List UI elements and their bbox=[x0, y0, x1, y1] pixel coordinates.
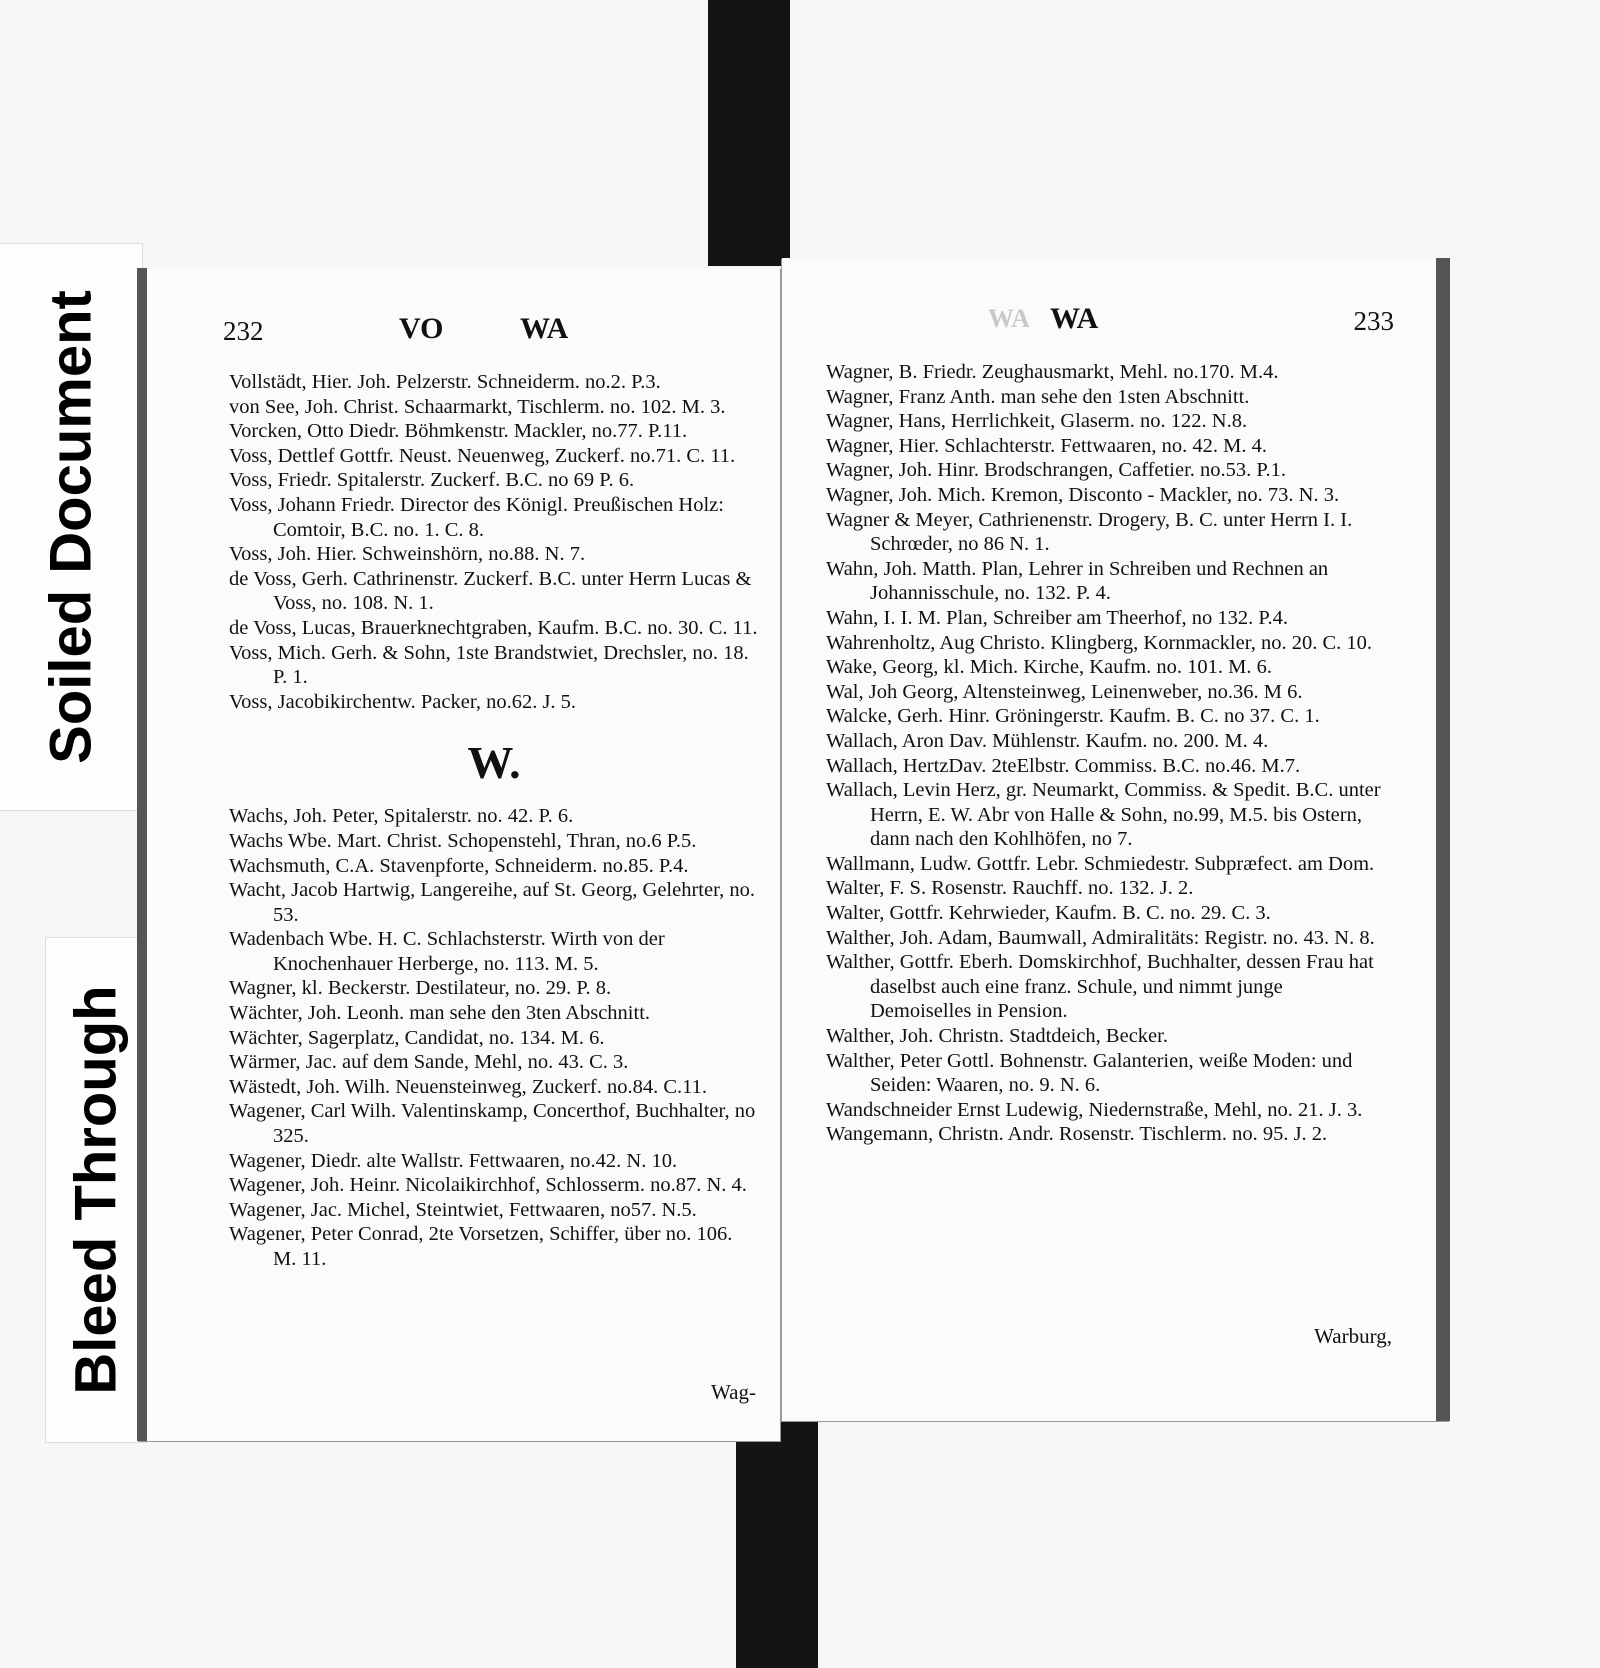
left-column bbox=[229, 370, 759, 1272]
directory-entry: Voss, Friedr. Spitalerstr. Zuckerf. B.C. no 69 P. 6. bbox=[229, 469, 635, 492]
directory-entry: Walcke, Gerh. Hinr. Gröningerstr. Kaufm. B. C. no 37. C. 1. bbox=[826, 705, 1320, 728]
directory-entry: Wagener, Joh. Heinr. Nicolaikirchhof, Schlosserm. no.87. N. 4. bbox=[229, 1174, 747, 1197]
directory-entry: Wachs Wbe. Mart. Christ. Schopenstehl, Thran, no.6 P.5. bbox=[229, 829, 697, 852]
bleed-through-label: Bleed Through bbox=[63, 985, 129, 1395]
right-column bbox=[826, 360, 1386, 1147]
top-binding-strap bbox=[708, 0, 790, 266]
directory-entry: Vollstädt, Hier. Joh. Pelzerstr. Schneiderm. no.2. P.3. bbox=[229, 371, 661, 393]
left-page bbox=[137, 268, 780, 1441]
directory-entry: Walther, Peter Gottl. Bohnenstr. Galanterien, weiße Moden: und Seiden: Waaren, no. 9. N. 6. bbox=[826, 1049, 1353, 1097]
directory-entry: Wal, Joh Georg, Altensteinweg, Leinenweber, no.36. M 6. bbox=[826, 680, 1303, 703]
directory-entry: Wagener, Jac. Michel, Steintwiet, Fettwaaren, no57. N.5. bbox=[229, 1198, 697, 1221]
directory-entry: Wake, Georg, kl. Mich. Kirche, Kaufm. no. 101. M. 6. bbox=[826, 656, 1273, 679]
directory-entry: Vorcken, Otto Diedr. Böhmkenstr. Mackler, no.77. P.11. bbox=[229, 420, 688, 443]
directory-entry: Voss, Joh. Hier. Schweinshörn, no.88. N. 7. bbox=[229, 543, 586, 566]
directory-entry: Wachs, Joh. Peter, Spitalerstr. no. 42. P. 6. bbox=[229, 805, 574, 828]
entries-vo bbox=[229, 370, 759, 714]
directory-entry: de Voss, Lucas, Brauerknechtgraben, Kaufm. B.C. no. 30. C. 11. bbox=[229, 616, 758, 639]
directory-entry: Wächter, Joh. Leonh. man sehe den 3ten Abschnitt. bbox=[229, 1002, 651, 1025]
directory-entry: Wärmer, Jac. auf dem Sande, Mehl, no. 43. C. 3. bbox=[229, 1051, 629, 1074]
directory-entry: Wallach, Levin Herz, gr. Neumarkt, Commiss. & Spedit. B.C. unter Herrn, E. W. Abr von Halle & Sohn, no.99, M.5. bis Ostern, dann nach den Kohlhöfen, no 7. bbox=[826, 779, 1381, 851]
directory-entry: Wallach, HertzDav. 2teElbstr. Commiss. B.C. no.46. M.7. bbox=[826, 754, 1301, 777]
directory-entry: Wallach, Aron Dav. Mühlenstr. Kaufm. no. 200. M. 4. bbox=[826, 729, 1269, 752]
directory-entry: Wacht, Jacob Hartwig, Langereihe, auf St. Georg, Gelehrter, no. 53. bbox=[229, 879, 755, 926]
page-number: 233 bbox=[1353, 306, 1394, 336]
directory-entry: Wagner, Hans, Herrlichkeit, Glaserm. no. 122. N.8. bbox=[826, 410, 1248, 433]
directory-entry: von See, Joh. Christ. Schaarmarkt, Tischlerm. no. 102. M. 3. bbox=[229, 395, 726, 418]
directory-entry: Wagner, Joh. Mich. Kremon, Disconto - Mackler, no. 73. N. 3. bbox=[826, 483, 1340, 506]
directory-entry: Wahn, Joh. Matth. Plan, Lehrer in Schreiben und Rechnen an Johannisschule, no. 132. P. 4. bbox=[826, 557, 1329, 605]
directory-entry: Wagener, Peter Conrad, 2te Vorsetzen, Schiffer, über no. 106. M. 11. bbox=[229, 1223, 733, 1270]
directory-entry: Wagner, Hier. Schlachterstr. Fettwaaren, no. 42. M. 4. bbox=[826, 434, 1268, 457]
directory-entry: Walther, Gottfr. Eberh. Domskirchhof, Buchhalter, dessen Frau hat daselbst auch eine franz. Schule, und nimmt junge Demoiselles in Pension. bbox=[826, 951, 1374, 1023]
directory-entry: Wagner, kl. Beckerstr. Destilateur, no. 29. P. 8. bbox=[229, 977, 612, 1000]
directory-entry: de Voss, Gerh. Cathrinenstr. Zuckerf. B.C. unter Herrn Lucas & Voss, no. 108. N. 1. bbox=[229, 567, 752, 615]
directory-entry: Wästedt, Joh. Wilh. Neuensteinweg, Zuckerf. no.84. C.11. bbox=[229, 1075, 707, 1098]
catchword: Warburg, bbox=[1314, 1324, 1392, 1348]
right-page bbox=[782, 258, 1450, 1421]
directory-entry: Wadenbach Wbe. H. C. Schlachsterstr. Wirth von der Knochenhauer Herberge, no. 113. M. 5. bbox=[229, 928, 665, 975]
directory-entry: Wandschneider Ernst Ludewig, Niedernstraße, Mehl, no. 21. J. 3. bbox=[826, 1098, 1363, 1121]
directory-entry: Walter, Gottfr. Kehrwieder, Kaufm. B. C. no. 29. C. 3. bbox=[826, 902, 1271, 925]
directory-entry: Wagner & Meyer, Cathrienenstr. Drogery, B. C. unter Herrn I. I. Schrœder, no 86 N. 1. bbox=[826, 508, 1353, 556]
directory-entry: Wächter, Sagerplatz, Candidat, no. 134. M. 6. bbox=[229, 1026, 605, 1049]
running-head-wa: WA bbox=[520, 312, 569, 345]
directory-entry: Walther, Joh. Adam, Baumwall, Admiralitäts: Registr. no. 43. N. 8. bbox=[826, 926, 1375, 949]
catchword: Wag- bbox=[711, 1380, 756, 1404]
soiled-document-label: Soiled Document bbox=[38, 290, 104, 764]
running-head-vo: VO bbox=[399, 312, 444, 345]
directory-entry: Wagner, B. Friedr. Zeughausmarkt, Mehl. no.170. M.4. bbox=[826, 361, 1279, 383]
directory-entry: Walther, Joh. Christn. Stadtdeich, Becker. bbox=[826, 1025, 1168, 1048]
soiled-document-tag bbox=[0, 244, 142, 810]
entries-wa bbox=[229, 804, 759, 1271]
directory-entry: Voss, Johann Friedr. Director des Königl. Preußischen Holz: Comtoir, B.C. no. 1. C. 8. bbox=[229, 493, 724, 541]
directory-entry: Voss, Jacobikirchentw. Packer, no.62. J. 5. bbox=[229, 690, 577, 713]
section-letter: W. bbox=[467, 737, 521, 789]
directory-entry: Wahn, I. I. M. Plan, Schreiber am Theerhof, no 132. P.4. bbox=[826, 606, 1288, 629]
page-number: 232 bbox=[223, 316, 264, 346]
directory-entry: Wachsmuth, C.A. Stavenpforte, Schneiderm. no.85. P.4. bbox=[229, 854, 689, 877]
running-head-wa: WA bbox=[1050, 302, 1099, 335]
directory-entry: Wagener, Diedr. alte Wallstr. Fettwaaren, no.42. N. 10. bbox=[229, 1149, 678, 1172]
directory-entry: Wahrenholtz, Aug Christo. Klingberg, Kornmackler, no. 20. C. 10. bbox=[826, 631, 1373, 654]
directory-entry: Walter, F. S. Rosenstr. Rauchff. no. 132. J. 2. bbox=[826, 877, 1194, 900]
directory-entry: Wagener, Carl Wilh. Valentinskamp, Concerthof, Buchhalter, no 325. bbox=[229, 1100, 756, 1148]
bleed-through-tag bbox=[46, 938, 146, 1442]
directory-entry: Wagner, Joh. Hinr. Brodschrangen, Caffetier. no.53. P.1. bbox=[826, 459, 1287, 482]
entries-wa bbox=[826, 360, 1386, 1147]
directory-entry: Wangemann, Christn. Andr. Rosenstr. Tischlerm. no. 95. J. 2. bbox=[826, 1123, 1328, 1146]
directory-entry: Wallmann, Ludw. Gottfr. Lebr. Schmiedestr. Subpræfect. am Dom. bbox=[826, 852, 1375, 875]
bleed-through-head: WA bbox=[988, 304, 1030, 333]
bottom-binding-strap bbox=[736, 1418, 818, 1668]
directory-entry: Voss, Dettlef Gottfr. Neust. Neuenweg, Zuckerf. no.71. C. 11. bbox=[229, 444, 736, 467]
directory-entry: Voss, Mich. Gerh. & Sohn, 1ste Brandstwiet, Drechsler, no. 18. P. 1. bbox=[229, 641, 749, 689]
directory-entry: Wagner, Franz Anth. man sehe den 1sten Abschnitt. bbox=[826, 385, 1250, 408]
